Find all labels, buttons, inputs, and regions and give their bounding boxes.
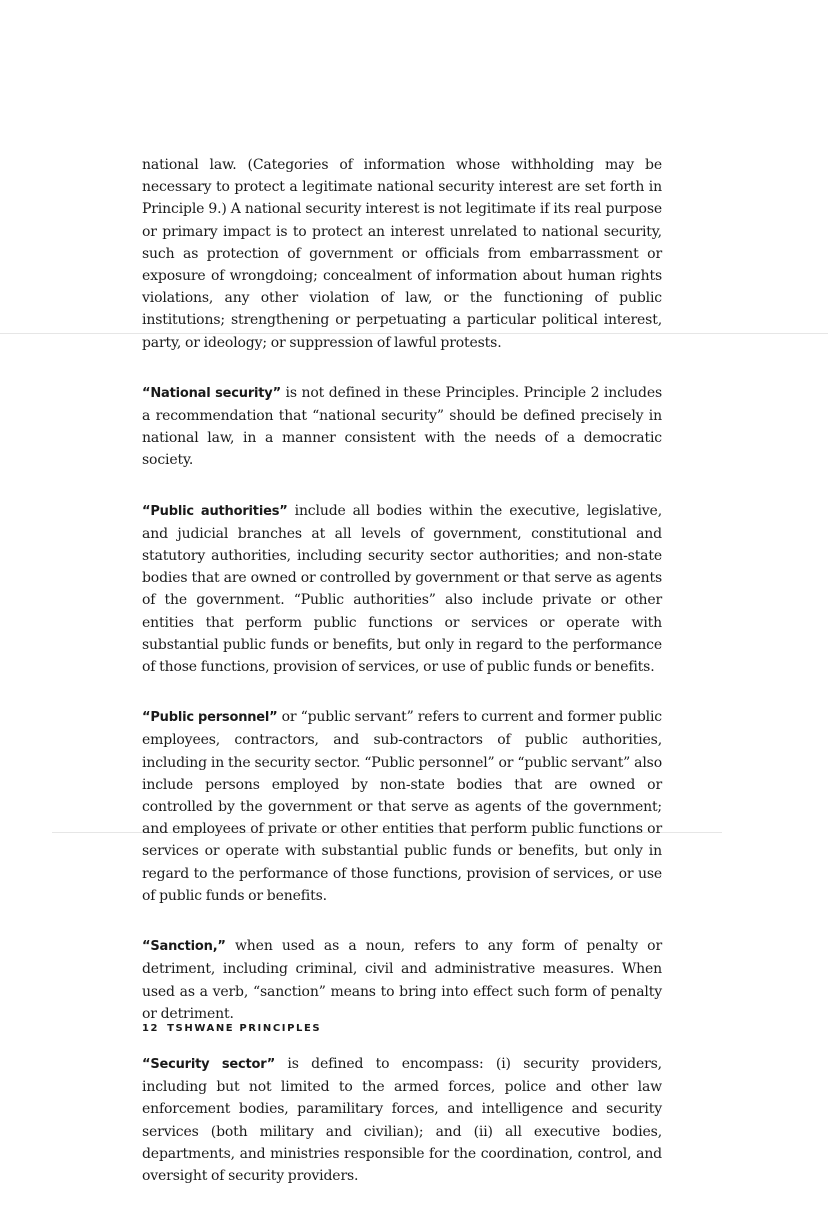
body-text (142, 154, 662, 1215)
defined-term: “National security” (142, 385, 281, 401)
page-footer (142, 1023, 321, 1034)
definition-national-security (142, 382, 662, 472)
definition-public-authorities (142, 500, 662, 679)
definition-security-sector (142, 1053, 662, 1187)
definition-text: include all bodies within the executive, legislative, and judicial branches at all levels of government, constitutional and statutory authorities, including security sector authorities; and non-state bodies that are owned or controlled by government or that serve as agents of the government. “Public authorities” also include private or other entities that perform public functions or services or operate with substantial public funds or benefits, but only in regard to the performance of those functions, provision of services, or use of public funds or benefits. (142, 502, 662, 676)
defined-term: “Public personnel” (142, 710, 278, 726)
definition-sanction (142, 935, 662, 1025)
defined-term: “Sanction,” (142, 939, 226, 955)
definition-text: or “public servant” refers to current and former public employees, contractors, and sub-contractors of public authorities, including in the security sector. “Public personnel” or “public servant” also include persons employed by non-state bodies that are owned or controlled by the government or that serve as agents of the government; and employees of private or other entities that perform public functions or services or operate with substantial public funds or benefits, but only in regard to the performance of those functions, provision of services, or use of public funds or benefits. (142, 709, 662, 904)
definition-text: when used as a noun, refers to any form of penalty or detriment, including criminal, civil and administrative measures. When used as a verb, “sanction” means to bring into effect such form of penalty or detriment. (142, 938, 662, 1022)
page-number: 12 (142, 1023, 160, 1034)
defined-term: “Security sector” (142, 1056, 276, 1072)
paragraph-national-law-continuation (142, 154, 662, 354)
paragraph-text: national law. (Categories of information whose withholding may be necessary to protect a legitimate national security interest are set forth in Principle 9.) A national security interest is not legitimate if its real purpose or primary impact is to protect an interest unrelated to national security, such as protection of government or officials from embarrassment or exposure of wrongdoing; concealment of information about human rights violations, any other violation of law, or the functioning of public institutions; strengthening or perpetuating a particular political interest, party, or ideology; or suppression of lawful protests. (142, 157, 662, 351)
definition-text: is not defined in these Principles. Principle 2 includes a recommendation that “national security” should be defined precisely in national law, in a manner consistent with the needs of a democratic society. (142, 384, 662, 469)
definition-text: is defined to encompass: (i) security providers, including but not limited to the armed forces, police and other law enforcement bodies, paramilitary forces, and intelligence and security services (both military and civilian); and (ii) all executive bodies, departments, and ministries responsible for the coordination, control, and oversight of security providers. (142, 1055, 662, 1184)
definition-public-personnel (142, 706, 662, 907)
running-title: TSHWANE PRINCIPLES (167, 1023, 322, 1034)
defined-term: “Public authorities” (142, 503, 288, 519)
